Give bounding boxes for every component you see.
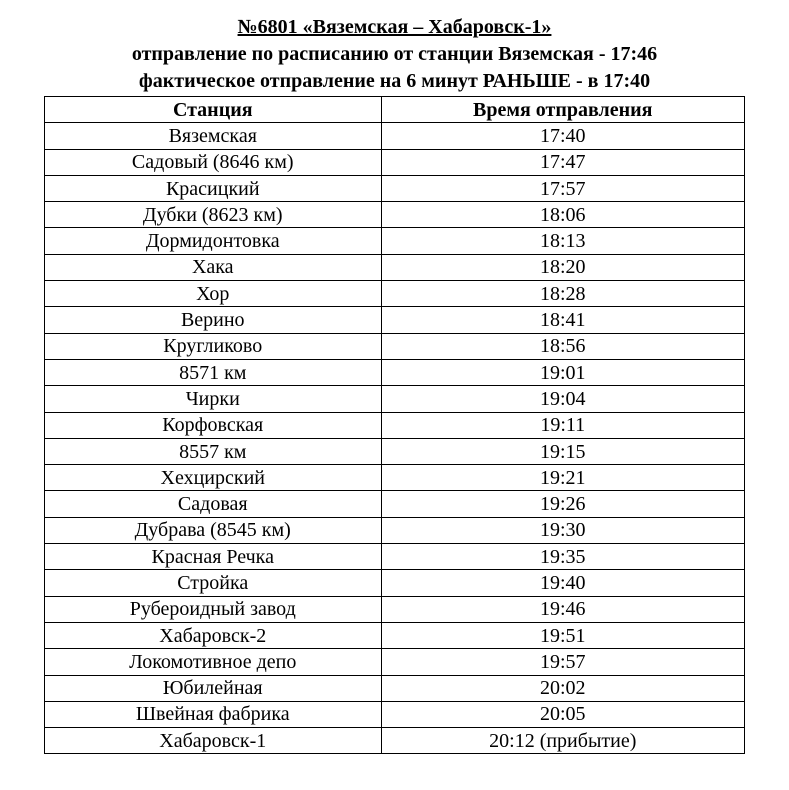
table-row xyxy=(45,596,745,622)
table-row xyxy=(45,333,745,359)
table-row xyxy=(45,307,745,333)
station-name-cell: Садовая xyxy=(45,491,382,517)
station-name-cell: Юбилейная xyxy=(45,675,382,701)
departure-time-cell: 17:47 xyxy=(381,149,744,175)
station-name-cell: Кругликово xyxy=(45,333,382,359)
departure-time-cell: 20:02 xyxy=(381,675,744,701)
table-row xyxy=(45,517,745,543)
departure-time-cell: 18:28 xyxy=(381,281,744,307)
station-name-cell: Вяземская xyxy=(45,123,382,149)
departure-time-cell: 18:13 xyxy=(381,228,744,254)
departure-time-cell: 20:05 xyxy=(381,701,744,727)
station-name-cell: Хор xyxy=(45,281,382,307)
departure-time-cell: 17:40 xyxy=(381,123,744,149)
schedule-table xyxy=(44,96,745,754)
departure-time-cell: 19:11 xyxy=(381,412,744,438)
departure-time-cell: 19:51 xyxy=(381,622,744,648)
table-row xyxy=(45,544,745,570)
table-row xyxy=(45,228,745,254)
station-name-cell: Дубрава (8545 км) xyxy=(45,517,382,543)
departure-time-cell: 19:21 xyxy=(381,465,744,491)
station-name-cell: Садовый (8646 км) xyxy=(45,149,382,175)
table-row xyxy=(45,386,745,412)
departure-time-cell: 18:56 xyxy=(381,333,744,359)
table-row xyxy=(45,649,745,675)
departure-time-cell: 19:30 xyxy=(381,517,744,543)
table-row xyxy=(45,622,745,648)
departure-time-cell: 17:57 xyxy=(381,175,744,201)
station-name-cell: 8557 км xyxy=(45,438,382,464)
station-name-cell: Рубероидный завод xyxy=(45,596,382,622)
departure-time-cell: 19:15 xyxy=(381,438,744,464)
departure-time-cell: 20:12 (прибытие) xyxy=(381,728,744,754)
departure-time-cell: 19:57 xyxy=(381,649,744,675)
train-title: №6801 «Вяземская – Хабаровск-1» xyxy=(237,16,552,38)
table-row xyxy=(45,728,745,754)
schedule-table-body xyxy=(45,123,745,754)
table-row xyxy=(45,359,745,385)
actual-departure-note: фактическое отправление на 6 минут РАНЬШЕ - в 17:40 xyxy=(138,70,651,92)
station-name-cell: Хака xyxy=(45,254,382,280)
departure-time-cell: 19:04 xyxy=(381,386,744,412)
table-row xyxy=(45,175,745,201)
table-row xyxy=(45,412,745,438)
departure-time-cell: 18:41 xyxy=(381,307,744,333)
station-name-cell: Швейная фабрика xyxy=(45,701,382,727)
table-row xyxy=(45,123,745,149)
station-name-cell: Хабаровск-1 xyxy=(45,728,382,754)
column-header-station: Станция xyxy=(45,97,382,123)
station-name-cell: Красная Речка xyxy=(45,544,382,570)
station-name-cell: Дубки (8623 км) xyxy=(45,202,382,228)
station-name-cell: Хехцирский xyxy=(45,465,382,491)
departure-time-cell: 19:35 xyxy=(381,544,744,570)
table-header-row xyxy=(45,97,745,123)
table-row xyxy=(45,701,745,727)
scheduled-departure-note: отправление по расписанию от станции Вяземская - 17:46 xyxy=(131,43,658,65)
station-name-cell: Чирки xyxy=(45,386,382,412)
table-row xyxy=(45,465,745,491)
station-name-cell: Дормидонтовка xyxy=(45,228,382,254)
station-name-cell: Локомотивное депо xyxy=(45,649,382,675)
departure-time-cell: 18:20 xyxy=(381,254,744,280)
station-name-cell: Хабаровск-2 xyxy=(45,622,382,648)
table-row xyxy=(45,675,745,701)
table-row xyxy=(45,281,745,307)
departure-time-cell: 18:06 xyxy=(381,202,744,228)
table-row xyxy=(45,570,745,596)
station-name-cell: Красицкий xyxy=(45,175,382,201)
station-name-cell: Корфовская xyxy=(45,412,382,438)
table-row xyxy=(45,438,745,464)
table-row xyxy=(45,202,745,228)
schedule-header xyxy=(0,14,789,95)
station-name-cell: Верино xyxy=(45,307,382,333)
station-name-cell: Стройка xyxy=(45,570,382,596)
departure-time-cell: 19:46 xyxy=(381,596,744,622)
column-header-departure-time: Время отправления xyxy=(381,97,744,123)
table-row xyxy=(45,254,745,280)
departure-time-cell: 19:40 xyxy=(381,570,744,596)
table-row xyxy=(45,491,745,517)
departure-time-cell: 19:01 xyxy=(381,359,744,385)
table-row xyxy=(45,149,745,175)
departure-time-cell: 19:26 xyxy=(381,491,744,517)
station-name-cell: 8571 км xyxy=(45,359,382,385)
